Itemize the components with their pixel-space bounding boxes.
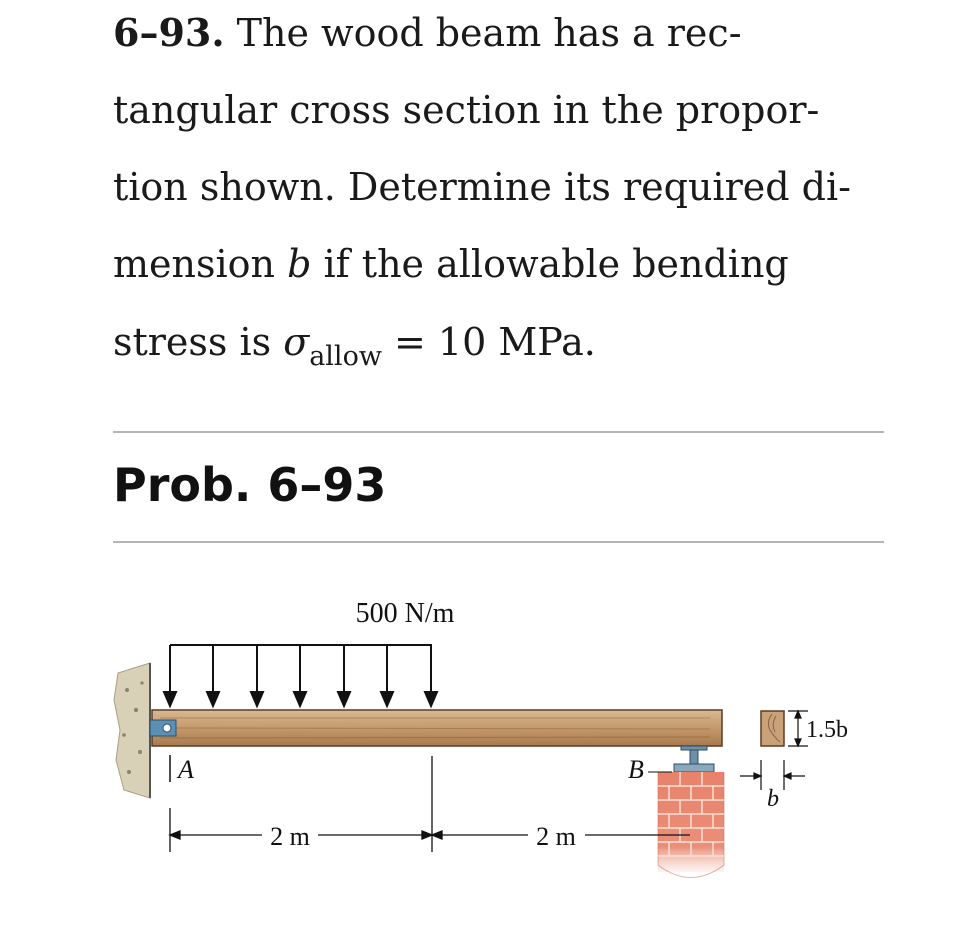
load-label: 500 N/m	[355, 598, 455, 629]
problem-text-5a: stress is	[113, 320, 284, 364]
problem-text-1: The wood beam has a rec-	[236, 11, 742, 55]
label-b: B	[628, 755, 644, 784]
sigma-symbol: σ	[283, 320, 310, 364]
problem-text-5b: = 10 MPa.	[381, 320, 596, 364]
distributed-load	[164, 645, 437, 706]
brick-column	[658, 772, 724, 878]
variable-b: b	[287, 242, 312, 286]
dimension-lines	[170, 756, 690, 852]
label-a: A	[178, 755, 194, 784]
problem-line-2: tangular cross section in the propor-	[113, 88, 820, 132]
sigma-subscript: allow	[309, 341, 382, 372]
problem-text-4a: mension	[113, 242, 288, 286]
problem-text-4b: if the allowable bending	[311, 242, 789, 286]
problem-line-3: tion shown. Determine its required di-	[113, 165, 851, 209]
wood-beam	[152, 710, 722, 746]
fixed-wall	[114, 663, 150, 798]
problem-number: 6–93.	[113, 10, 225, 55]
roller-support-b	[674, 746, 714, 772]
width-label: b	[767, 786, 779, 812]
cross-section	[761, 711, 784, 746]
figure-caption: Prob. 6–93	[113, 458, 387, 512]
dim-left-label: 2 m	[270, 822, 310, 851]
dim-right-label: 2 m	[536, 822, 576, 851]
pin-support-a	[150, 720, 176, 736]
height-label: 1.5b	[806, 717, 848, 743]
